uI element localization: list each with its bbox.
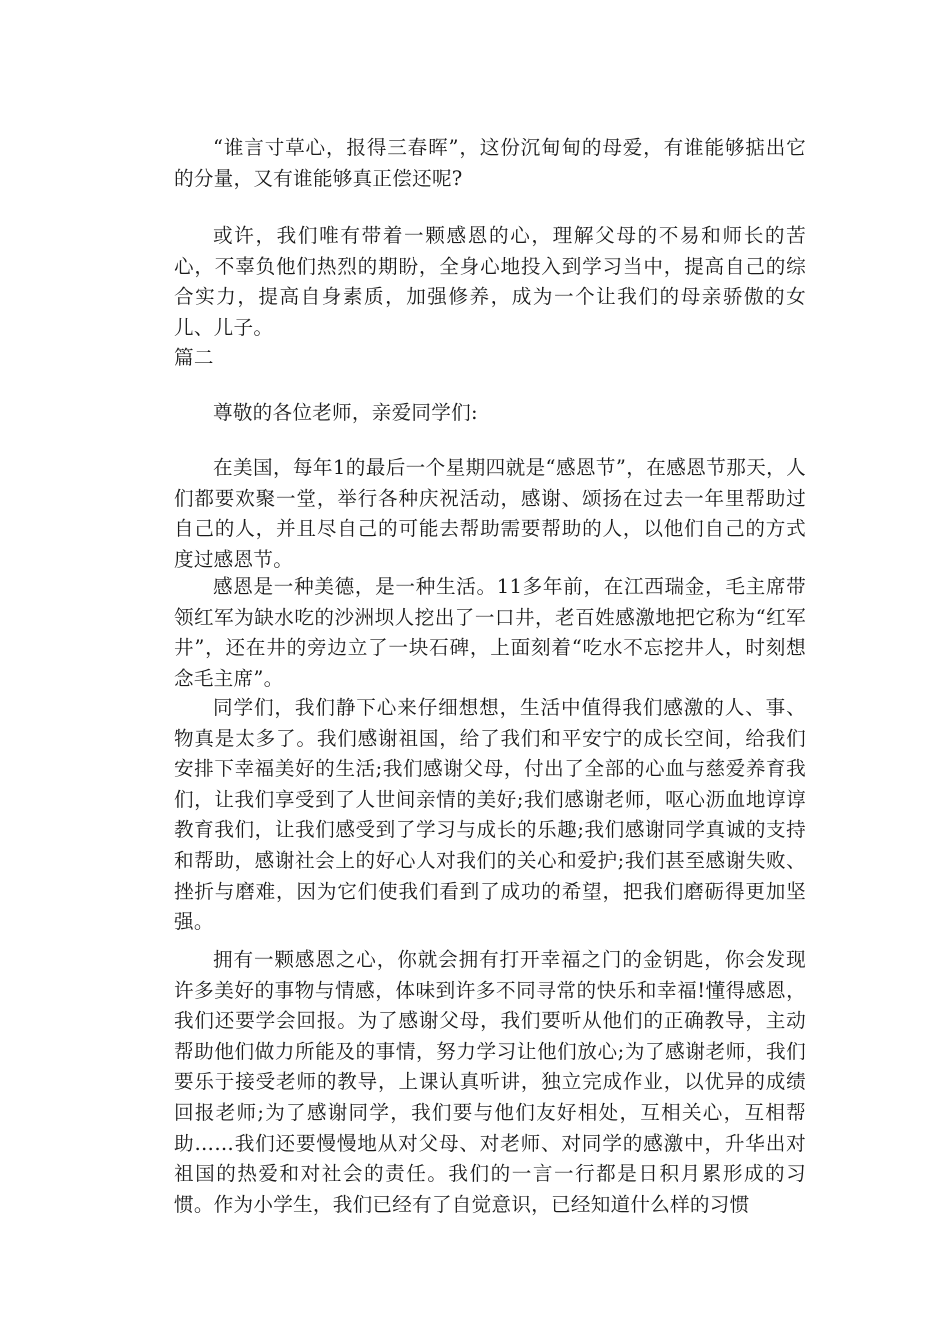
salutation: 尊敬的各位老师，亲爱同学们: (213, 401, 478, 424)
paragraph-6: 拥有一颗感恩之心，你就会拥有打开幸福之门的金钥匙，你会发现许多美好的事物与情感，体味到许多不同寻常的快乐和幸福!懂得感恩，我们还要学会回报。为了感谢父母，我们要听从他们的正确教导，主动帮助他们做力所能及的事情，努力学习让他们放心;为了感谢老师，我们要乐于接受老师的教导，上课认真听讲，独立完成作业，以优异的成绩回报老师;为了感谢同学，我们要与他们友好相处，互相关心，互相帮助……我们还要慢慢地从对父母、对老师、对同学的感激中，升华出对祖国的热爱和对社会的责任。我们的一言一行都是日积月累形成的习惯。作为小学生，我们已经有了自觉意识，已经知道什么样的习惯 (174, 948, 806, 1216)
section-heading: 篇二 (174, 346, 214, 369)
paragraph-3: 在美国，每年1的最后一个星期四就是“感恩节”，在感恩节那天，人们都要欢聚一堂，举行各种庆祝活动，感谢、颂扬在过去一年里帮助过自己的人，并且尽自己的可能去帮助需要帮助的人，以他们自己的方式度过感恩节。 (174, 456, 806, 571)
paragraph-4: 感恩是一种美德，是一种生活。11多年前，在江西瑞金，毛主席带领红军为缺水吃的沙洲坝人挖出了一口井，老百姓感激地把它称为“红军井”，还在井的旁边立了一块石碑，上面刻着“吃水不忘挖井人，时刻想念毛主席”。 (174, 575, 806, 690)
paragraph-5: 同学们，我们静下心来仔细想想，生活中值得我们感激的人、事、物真是太多了。我们感谢祖国，给了我们和平安宁的成长空间，给我们安排下幸福美好的生活;我们感谢父母，付出了全部的心血与慈爱养育我们，让我们享受到了人世间亲情的美好;我们感谢老师，呕心沥血地谆谆教育我们，让我们感受到了学习与成长的乐趣;我们感谢同学真诚的支持和帮助，感谢社会上的好心人对我们的关心和爱护;我们甚至感谢失败、挫折与磨难，因为它们使我们看到了成功的希望，把我们磨砺得更加坚强。 (174, 696, 806, 934)
paragraph-2: 或许，我们唯有带着一颗感恩的心，理解父母的不易和师长的苦心，不辜负他们热烈的期盼，全身心地投入到学习当中，提高自己的综合实力，提高自身素质，加强修养，成为一个让我们的母亲骄傲的女儿、儿子。 (174, 224, 806, 339)
paragraph-1: “谁言寸草心，报得三春晖”，这份沉甸甸的母爱，有谁能够掂出它的分量，又有谁能够真正偿还呢? (174, 136, 806, 190)
